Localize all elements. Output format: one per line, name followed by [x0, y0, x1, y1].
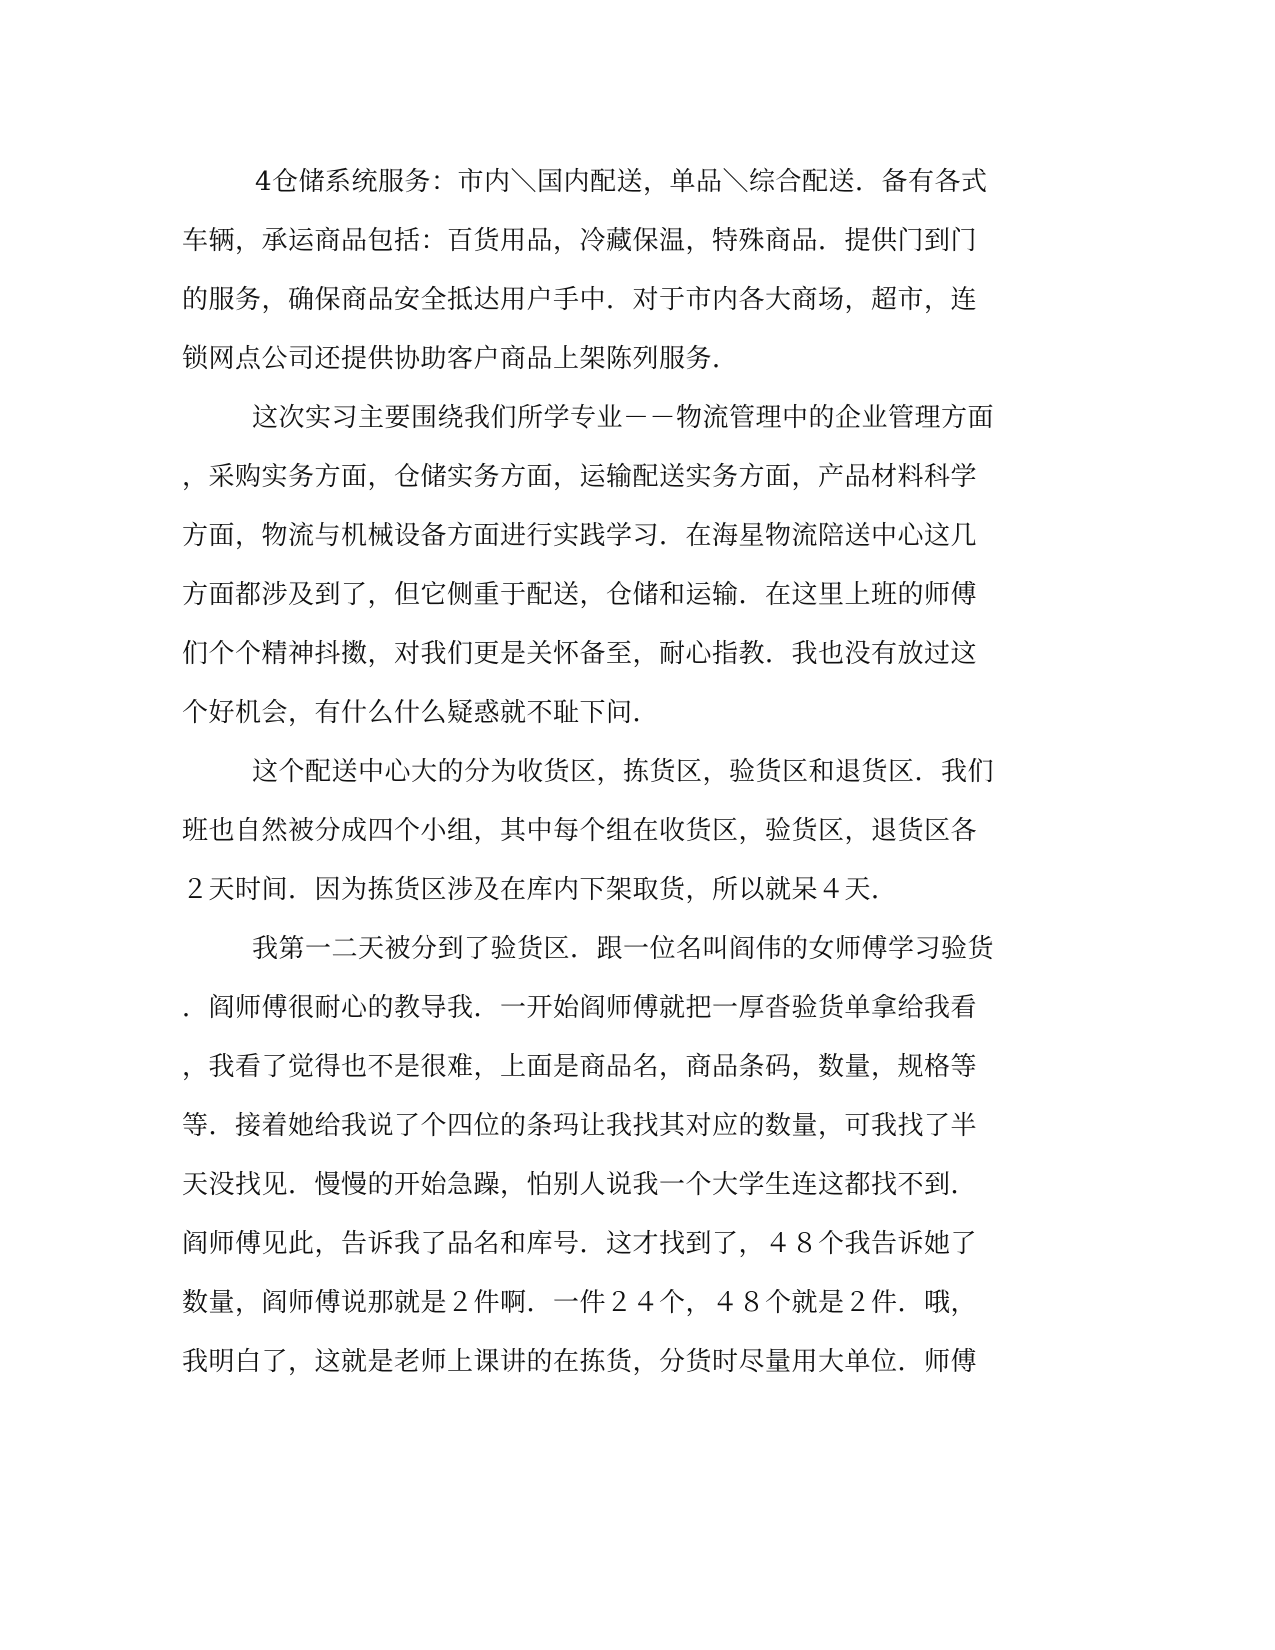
text-line: 的服务，确保商品安全抵达用户手中．对于市内各大商场，超市，连 — [182, 285, 978, 315]
text-line: 这个配送中心大的分为收货区，拣货区，验货区和退货区．我们 — [252, 757, 995, 787]
text-line: 等．接着她给我说了个四位的条玛让我找其对应的数量，可我找了半 — [182, 1111, 978, 1141]
text-line: ２天时间．因为拣货区涉及在库内下架取货，所以就呆４天． — [182, 875, 898, 905]
text-line: 车辆，承运商品包括：百货用品，冷藏保温，特殊商品．提供门到门 — [182, 226, 978, 256]
text-line: 们个个精神抖擞，对我们更是关怀备至，耐心指教．我也没有放过这 — [182, 639, 978, 669]
text-line: 我第一二天被分到了验货区．跟一位名叫阎伟的女师傅学习验货 — [252, 934, 995, 964]
text-line: 天没找见．慢慢的开始急躁，怕别人说我一个大学生连这都找不到． — [182, 1170, 978, 1200]
text-line: 个好机会，有什么什么疑惑就不耻下问． — [182, 698, 660, 728]
text-line: 4仓储系统服务：市内＼国内配送，单品＼综合配送．备有各式 — [255, 167, 988, 197]
text-line: 方面，物流与机械设备方面进行实践学习．在海星物流陪送中心这几 — [182, 521, 978, 551]
text-line: 阎师傅见此，告诉我了品名和库号．这才找到了，４８个我告诉她了 — [182, 1229, 978, 1259]
text-line: ．阎师傅很耐心的教导我．一开始阎师傅就把一厚沓验货单拿给我看 — [182, 993, 978, 1023]
text-line: 这次实习主要围绕我们所学专业－－物流管理中的企业管理方面 — [252, 403, 995, 433]
text-line: 数量，阎师傅说那就是２件啊．一件２４个，４８个就是２件．哦， — [182, 1288, 978, 1318]
text-line: 锁网点公司还提供协助客户商品上架陈列服务． — [182, 344, 739, 374]
text-line: ，我看了觉得也不是很难，上面是商品名，商品条码，数量，规格等 — [182, 1052, 978, 1082]
text-line: 班也自然被分成四个小组，其中每个组在收货区，验货区，退货区各 — [182, 816, 978, 846]
text-line: 我明白了，这就是老师上课讲的在拣货，分货时尽量用大单位．师傅 — [182, 1347, 978, 1377]
text-line: 方面都涉及到了，但它侧重于配送，仓储和运输．在这里上班的师傅 — [182, 580, 978, 610]
text-line: ，采购实务方面，仓储实务方面，运输配送实务方面，产品材料科学 — [182, 462, 978, 492]
